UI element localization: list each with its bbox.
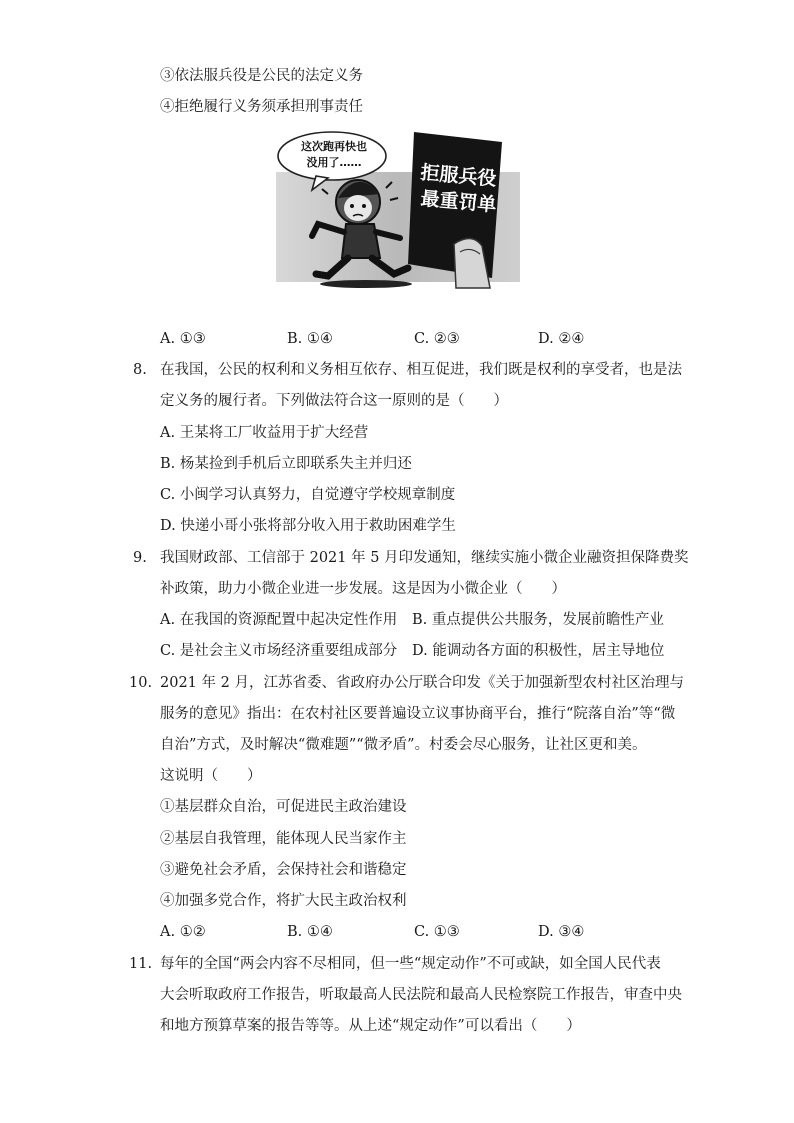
q10-item-1: ①基层群众自治，可促进民主政治建设 (160, 799, 407, 815)
q7-option-b: B. ①④ (287, 331, 333, 347)
q8-option-b: B. 杨某捡到手机后立即联系失主并归还 (160, 456, 412, 472)
q9-stem-line-2: 补政策，助力小微企业进一步发展。这是因为小微企业（ ） (160, 581, 566, 597)
q11-stem-line-1: 每年的全国“两会内容不尽相同，但一些“规定动作”不可或缺，如全国人民代表 (160, 956, 661, 972)
q10-item-4: ④加强多党合作，将扩大民主政治权利 (160, 893, 407, 909)
q10-option-b: B. ①④ (287, 924, 333, 940)
q10-stem-line-3: 自治”方式，及时解决“微难题”“微矛盾”。村委会尽心服务，让社区更和美。 (160, 737, 647, 753)
q7-item-4: ④拒绝履行义务须承担刑事责任 (160, 99, 363, 115)
q10-option-c: C. ①③ (414, 924, 460, 940)
q10-item-3: ③避免社会矛盾，会保持社会和谐稳定 (160, 862, 407, 878)
q9-stem-line-1: 我国财政部、工信部于 2021 年 5 月印发通知，继续实施小微企业融资担保降费奖 (160, 550, 689, 566)
q8-option-a: A. 王某将工厂收益用于扩大经营 (160, 425, 369, 441)
q8-option-d: D. 快递小哥小张将部分收入用于救助困难学生 (160, 518, 456, 534)
q8-stem-line-1: 在我国，公民的权利和义务相互依存、相互促进，我们既是权利的享受者，也是法 (160, 362, 682, 378)
q11-stem-line-2: 大会听取政府工作报告，听取最高人民法院和最高人民检察院工作报告，审查中央 (160, 987, 682, 1003)
q9-option-c: C. 是社会主义市场经济重要组成部分 (160, 643, 398, 659)
q10-options (160, 922, 640, 942)
q10-stem-line-2: 服务的意见》指出：在农村社区要普遍设立议事协商平台，推行“院落自治”等“微 (160, 706, 676, 722)
sign-line-1: 拒服兵役 (419, 161, 498, 191)
q10-stem-line-1: 2021 年 2 月，江苏省委、省政府办公厅联合印发《关于加强新型农村社区治理与 (160, 675, 684, 691)
speech-line-2: 没用了…… (306, 156, 362, 169)
q8-number: 8. (133, 362, 147, 378)
q8-option-c: C. 小闽学习认真努力，自觉遵守学校规章制度 (160, 487, 456, 503)
q7-item-3: ③依法服兵役是公民的法定义务 (160, 68, 363, 84)
cartoon-illustration (276, 128, 520, 290)
q7-option-c: C. ②③ (414, 331, 460, 347)
q7-option-a: A. ①③ (160, 331, 206, 347)
q11-stem-line-3: 和地方预算草案的报告等等。从上述“规定动作”可以看出（ ） (160, 1018, 581, 1034)
q9-number: 9. (133, 550, 147, 566)
q9-option-a: A. 在我国的资源配置中起决定性作用 (160, 612, 398, 628)
q7-options (160, 329, 640, 349)
q10-option-a: A. ①② (160, 924, 206, 940)
q7-option-d: D. ②④ (538, 331, 585, 347)
q8-stem-line-2: 定义务的履行者。下列做法符合这一原则的是（ ） (160, 393, 508, 409)
q10-item-2: ②基层自我管理，能体现人民当家作主 (160, 831, 407, 847)
q10-stem-line-4: 这说明（ ） (160, 768, 262, 784)
sign-line-2: 最重罚单 (419, 187, 498, 217)
q10-number: 10. (129, 675, 153, 691)
q9-option-b: B. 重点提供公共服务，发展前瞻性产业 (412, 612, 664, 628)
q10-option-d: D. ③④ (538, 924, 585, 940)
speech-line-1: 这次跑再快也 (301, 140, 367, 153)
q11-number: 11. (129, 956, 153, 972)
penalty-sign (408, 132, 502, 288)
q9-option-d: D. 能调动各方面的积极性，居主导地位 (412, 643, 665, 659)
